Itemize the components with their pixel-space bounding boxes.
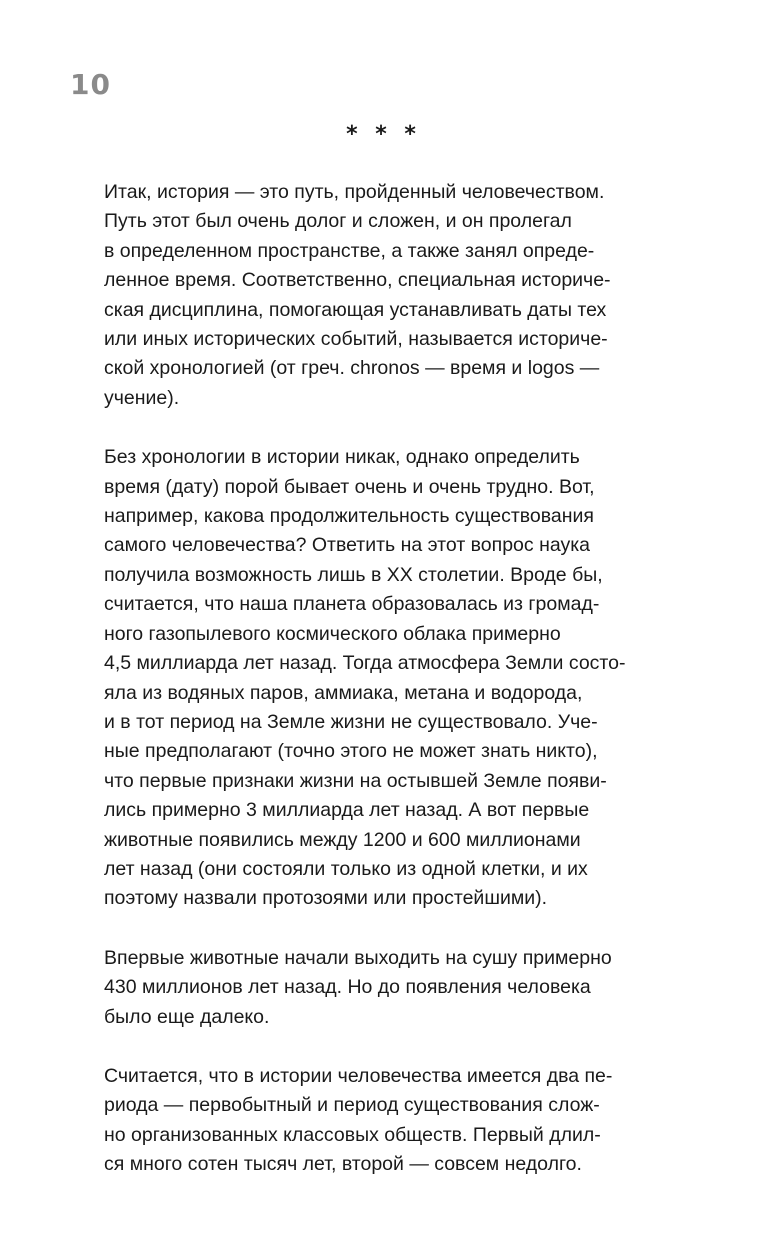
text-line: ская дисциплина, помогающая устанавливать даты тех [104, 298, 607, 321]
text-line: и в тот период на Земле жизни не существовало. Уче- [104, 710, 598, 733]
text-body [104, 178, 664, 1210]
text-line: лись примерно 3 миллиарда лет назад. А вот первые [104, 799, 590, 822]
paragraph-2 [104, 443, 664, 914]
text-line: например, какова продолжительность существования [104, 505, 594, 528]
text-line: Впервые животные начали выходить на сушу примерно [104, 946, 612, 969]
section-separator: * * * [346, 122, 421, 147]
text-line: ся много сотен тысяч лет, второй — совсем недолго. [104, 1153, 582, 1176]
page-number: 10 [70, 68, 111, 101]
text-line: учение). [104, 386, 180, 409]
text-line: Итак, история — это путь, пройденный человечеством. [104, 181, 605, 203]
text-line: животные появились между 1200 и 600 миллионами [104, 828, 581, 851]
text-line: ленное время. Соответственно, специальная историче- [104, 269, 611, 292]
text-line: получила возможность лишь в XX столетии. Вроде бы, [104, 563, 603, 586]
text-line: 4,5 миллиарда лет назад. Тогда атмосфера Земли состо- [104, 652, 626, 675]
text-line: что первые признаки жизни на остывшей Земле появи- [104, 769, 607, 792]
text-line: ской хронологией (от греч. chronos — время и logos — [104, 357, 600, 380]
text-line: Считается, что в истории человечества имеется два пе- [104, 1064, 613, 1087]
text-line: ного газопылевого космического облака примерно [104, 622, 561, 645]
text-line: риода — первобытный и период существования слож- [104, 1094, 600, 1117]
paragraph-4 [104, 1062, 664, 1180]
text-line: лет назад (они состояли только из одной клетки, и их [104, 857, 588, 880]
text-line: ные предполагают (точно этого не может знать никто), [104, 740, 598, 763]
text-line: но организованных классовых обществ. Первый длил- [104, 1123, 601, 1146]
text-line: поэтому назвали протозоями или простейшими). [104, 887, 548, 910]
text-line: 430 миллионов лет назад. Но до появления человека [104, 976, 591, 999]
text-line: яла из водяных паров, аммиака, метана и водорода, [104, 681, 583, 704]
text-line: время (дату) порой бывает очень и очень трудно. Вот, [104, 475, 595, 498]
text-line: считается, что наша планета образовалась из громад- [104, 593, 600, 616]
text-line: самого человечества? Ответить на этот вопрос наука [104, 534, 591, 557]
text-line: в определенном пространстве, а также занял опреде- [104, 239, 595, 262]
text-line: было еще далеко. [104, 1005, 270, 1028]
text-line: или иных исторических событий, называется историче- [104, 328, 608, 351]
text-line: Путь этот был очень долог и сложен, и он пролегал [104, 210, 572, 233]
text-line: Без хронологии в истории никак, однако определить [104, 446, 580, 469]
paragraph-1 [104, 178, 664, 413]
paragraph-3 [104, 944, 664, 1032]
